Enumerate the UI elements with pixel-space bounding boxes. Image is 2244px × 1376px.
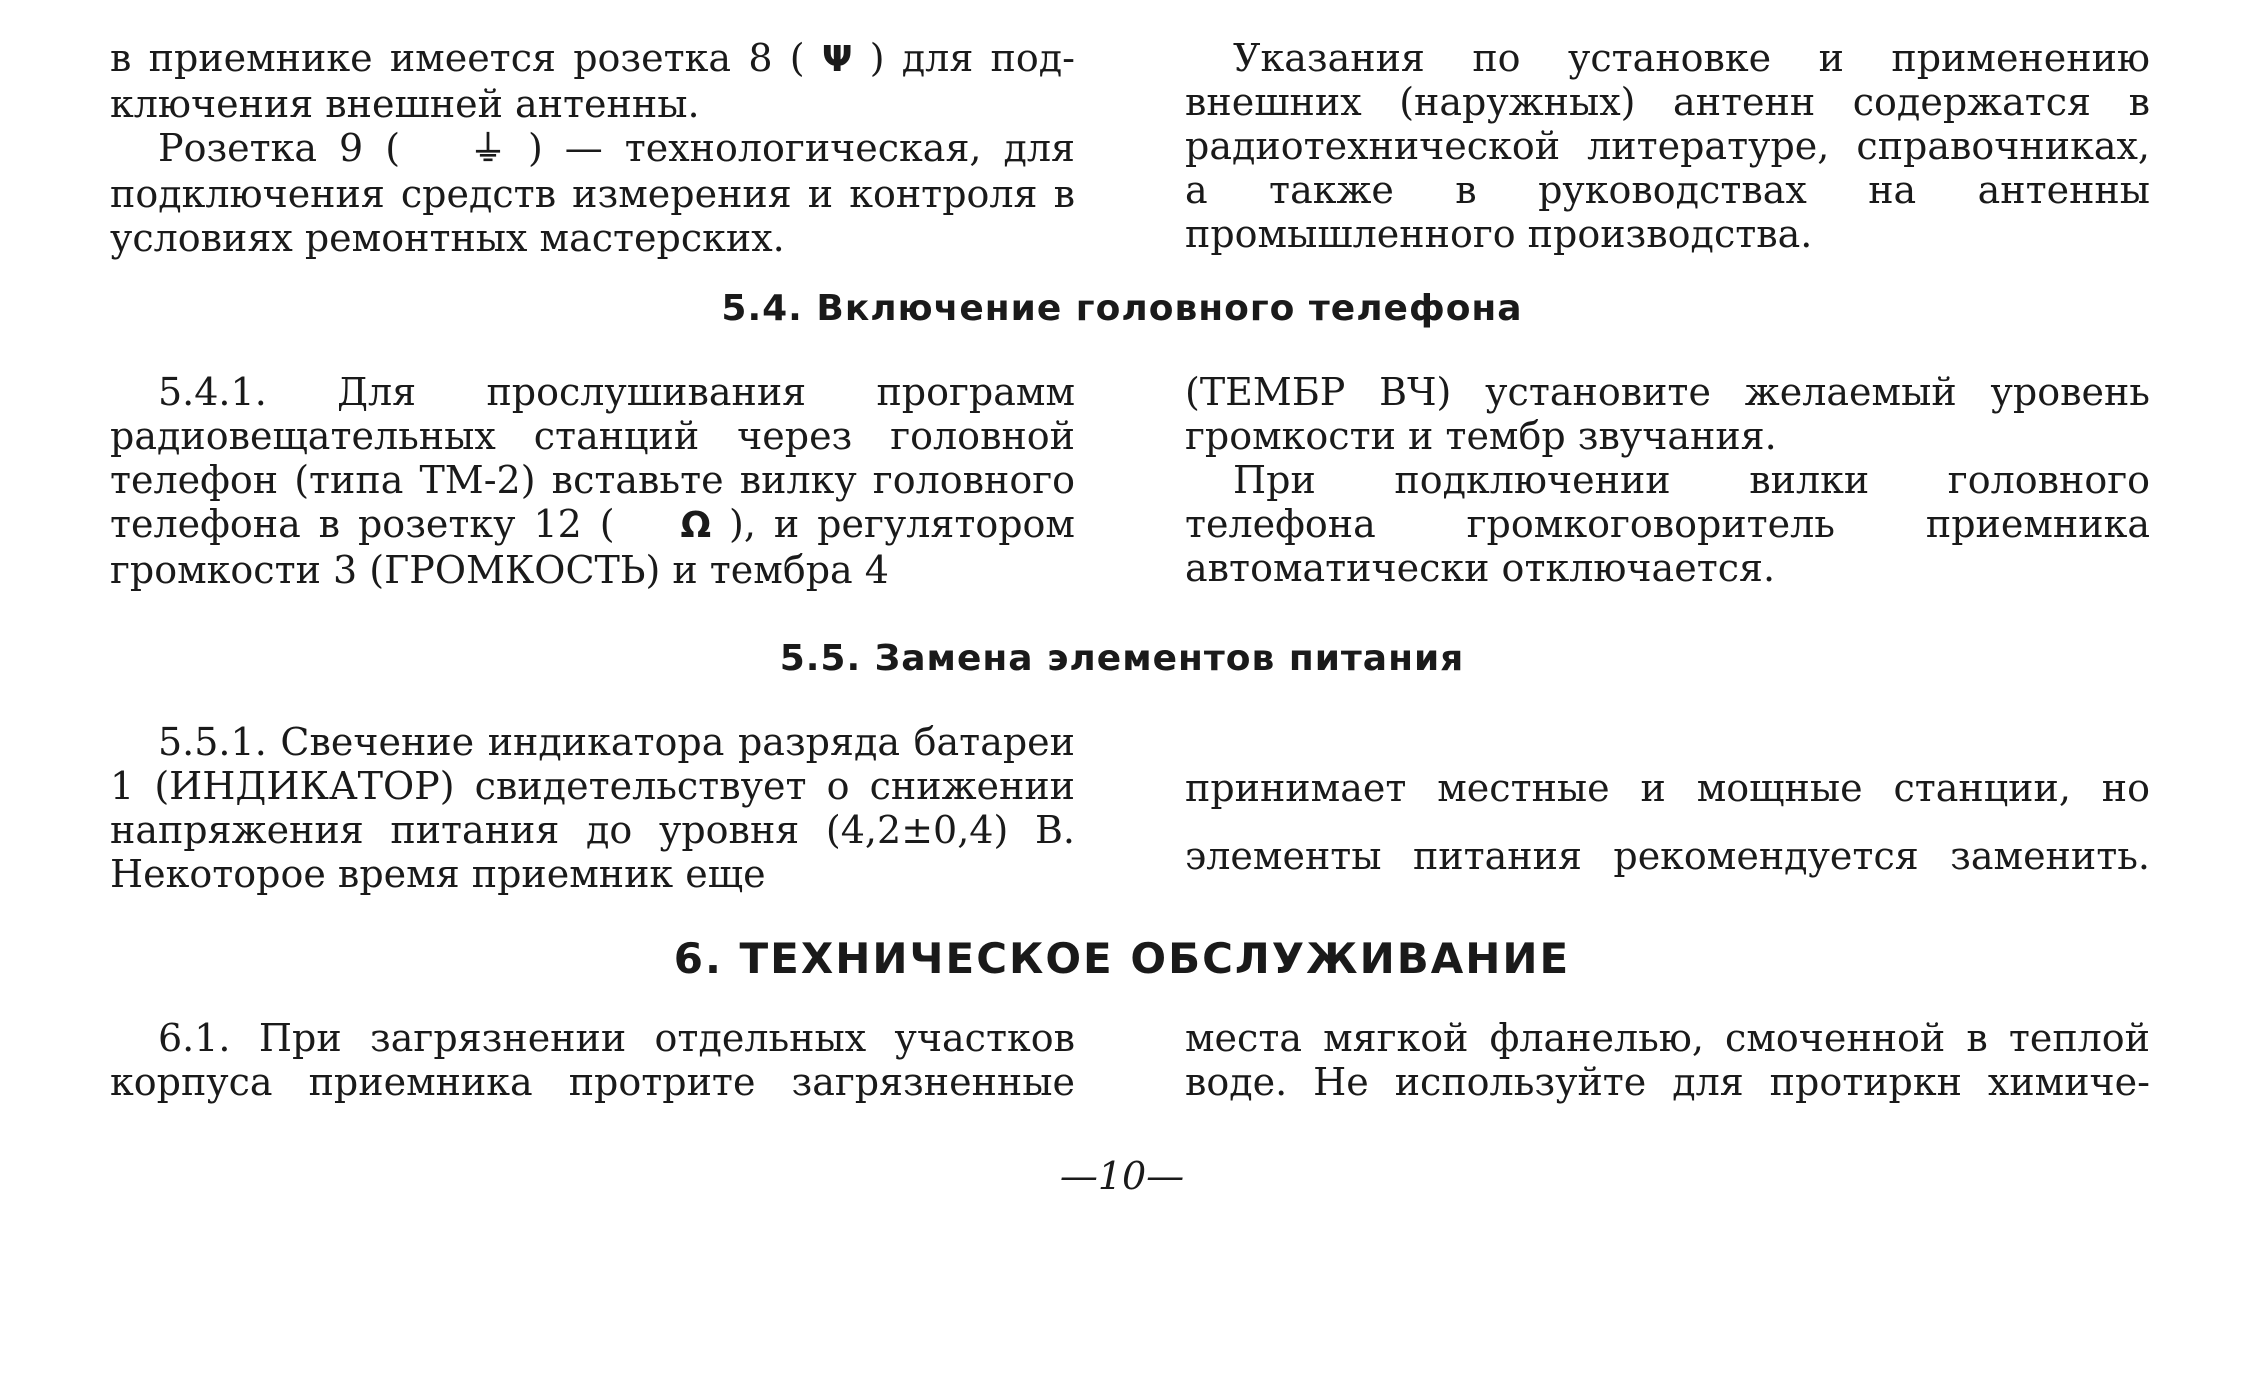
section-5-4-right-column xyxy=(1185,370,2150,592)
battery-indicator-paragraph: 5.5.1. Свечение индикатора разряда батареи 1 (ИНДИКАТОР) свидетельствует о снижении напряжения питания до уровня (4,2±0,4) В. Некоторое время приемник еще xyxy=(110,720,1075,896)
top-right-column xyxy=(1185,36,2150,260)
battery-replace-line-1: принимает местные и мощные станции, но xyxy=(1185,766,2150,810)
speaker-off-paragraph: При подключении вилки головного телефона громкоговоритель приемника автоматически отключается. xyxy=(1185,458,2150,590)
section-6-body xyxy=(110,1016,2150,1104)
section-5-4-left-column xyxy=(110,370,1075,592)
top-block xyxy=(110,36,2150,260)
tone-paragraph: (ТЕМБР ВЧ) установите желаемый уровень громкости и тембр звучания. xyxy=(1185,370,2150,458)
section-heading-5-5: 5.5. Замена элементов питания xyxy=(779,638,1465,679)
ground-icon: ⏚ xyxy=(470,129,507,170)
section-5-5-body xyxy=(110,720,2150,896)
section-heading-6: 6. ТЕХНИЧЕСКОЕ ОБСЛУЖИВАНИЕ xyxy=(673,934,1571,983)
antenna-instructions-paragraph: Указания по установке и применению внешних (наружных) антенн содержатся в радиотехнической литературе, справочниках, а также в руководствах на антенны промышленного производства. xyxy=(1185,36,2150,256)
top-left-column xyxy=(110,36,1075,260)
cleaning-paragraph-right: места мягкой фланелью, смоченной в теплой воде. Не используйте для протиркн химиче- xyxy=(1185,1016,2150,1104)
section-6-left-column xyxy=(110,1016,1075,1104)
headphone-icon: Ω xyxy=(680,505,712,546)
page-number: —10— xyxy=(1059,1154,1185,1198)
section-6-right-column xyxy=(1185,1016,2150,1104)
tech-socket-paragraph: Розетка 9 ( ⏚ ) — технологическая, для подключения средств измерения и контроля в условиях ремонтных мастерских. xyxy=(110,126,1075,260)
antenna-socket-text-2: ключения внешней антенны. xyxy=(110,82,700,126)
section-5-5-left-column xyxy=(110,720,1075,896)
headphone-paragraph: 5.4.1. Для прослушивания программ радиовещательных станций через головной телефон (типа ТМ-2) вставьте вилку головного телефона в розетку 12 ( Ω ), и регулятором громкости 3 (ГРОМКОСТЬ) и тембра 4 xyxy=(110,370,1075,592)
section-5-4-body xyxy=(110,370,2150,592)
antenna-icon: Ψ xyxy=(821,39,853,80)
antenna-socket-text: в приемнике имеется розетка 8 ( Ψ ) для под- xyxy=(110,36,1075,80)
battery-replace-line-2: элементы питания рекомендуется заменить. xyxy=(1185,834,2150,878)
section-heading-5-4: 5.4. Включение головного телефона xyxy=(721,288,1523,329)
cleaning-paragraph-left: 6.1. При загрязнении отдельных участков корпуса приемника протрите загрязненные xyxy=(110,1016,1075,1104)
section-5-5-right-column xyxy=(1185,720,2150,896)
